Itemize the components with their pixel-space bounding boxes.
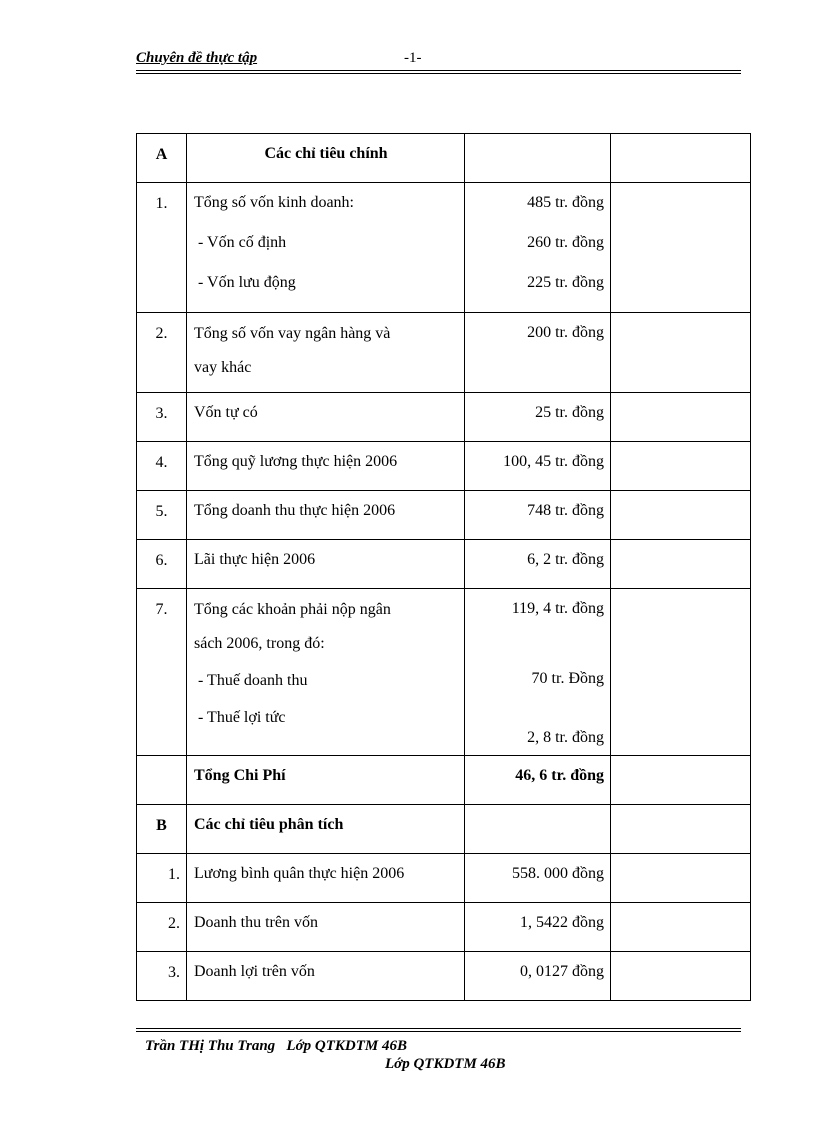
footer-rule-thick xyxy=(136,1031,741,1032)
empty-cell xyxy=(611,854,751,903)
empty-cell xyxy=(611,805,751,854)
empty-cell xyxy=(611,952,751,1001)
row-label: Tổng quỹ lương thực hiện 2006 xyxy=(187,442,465,491)
table-row xyxy=(137,854,751,903)
row-value: 6, 2 tr. đồng xyxy=(465,540,611,589)
header-title: Chuyên đề thực tập xyxy=(136,50,258,66)
row-index: 3. xyxy=(137,393,187,442)
value-line: 2, 8 tr. đồng xyxy=(527,729,604,746)
row-index: 5. xyxy=(137,491,187,540)
row-value: 200 tr. đồng xyxy=(465,313,611,393)
footer-author: Trần THị Thu Trang Lớp QTKDTM 46B xyxy=(145,1038,407,1054)
label-line: Tổng các khoản phải nộp ngân xyxy=(194,601,391,618)
table-row xyxy=(137,183,751,313)
table-row xyxy=(137,313,751,393)
total-label: Tổng Chi Phí xyxy=(187,756,465,805)
label-line: - Thuế doanh thu xyxy=(194,672,308,689)
row-value: 25 tr. đồng xyxy=(465,393,611,442)
section-title: Các chỉ tiêu phân tích xyxy=(187,805,465,854)
empty-cell xyxy=(611,589,751,756)
label-line: sách 2006, trong đó: xyxy=(194,635,325,652)
row-index: 4. xyxy=(137,442,187,491)
row-label: Lãi thực hiện 2006 xyxy=(187,540,465,589)
row-label: Tổng doanh thu thực hiện 2006 xyxy=(187,491,465,540)
value-line: 119, 4 tr. đồng xyxy=(511,600,604,617)
row-label: Doanh lợi trên vốn xyxy=(187,952,465,1001)
empty-cell xyxy=(611,313,751,393)
label-line: - Thuế lợi tức xyxy=(194,709,286,726)
row-value: 1, 5422 đồng xyxy=(465,903,611,952)
row-value: 0, 0127 đồng xyxy=(465,952,611,1001)
header-rule-thin xyxy=(136,73,741,74)
empty-cell xyxy=(611,491,751,540)
row-index: 1. xyxy=(137,183,187,313)
value-line: 225 tr. đồng xyxy=(527,274,604,291)
table-row xyxy=(137,491,751,540)
empty-cell xyxy=(137,756,187,805)
footer-rule-thin xyxy=(136,1028,741,1029)
empty-cell xyxy=(611,134,751,183)
row-label: Lương bình quân thực hiện 2006 xyxy=(187,854,465,903)
section-a-row xyxy=(137,134,751,183)
label-line: - Vốn lưu động xyxy=(194,274,296,291)
section-code: A xyxy=(137,134,187,183)
row-label xyxy=(187,183,465,313)
row-index: 3. xyxy=(137,952,187,1001)
page-footer xyxy=(145,1037,506,1073)
table-row xyxy=(137,589,751,756)
row-label xyxy=(187,589,465,756)
empty-cell xyxy=(611,442,751,491)
row-value: 100, 45 tr. đồng xyxy=(465,442,611,491)
row-value xyxy=(465,589,611,756)
row-index: 1. xyxy=(137,854,187,903)
empty-cell xyxy=(611,756,751,805)
empty-cell xyxy=(611,393,751,442)
label-line: vay khác xyxy=(194,359,252,376)
label-line: Tổng số vốn kinh doanh: xyxy=(194,194,354,211)
table-row xyxy=(137,442,751,491)
header-rule-thick xyxy=(136,70,741,71)
page-header xyxy=(136,50,740,70)
label-line: Tổng số vốn vay ngân hàng và xyxy=(194,325,391,342)
empty-cell xyxy=(611,183,751,313)
table-row xyxy=(137,393,751,442)
empty-cell xyxy=(611,540,751,589)
section-title: Các chỉ tiêu chính xyxy=(187,134,465,183)
section-b-row xyxy=(137,805,751,854)
section-code: B xyxy=(137,805,187,854)
label-line: - Vốn cố định xyxy=(194,234,287,251)
empty-cell xyxy=(465,134,611,183)
page-number: -1- xyxy=(404,50,422,66)
table-row xyxy=(137,903,751,952)
table-row xyxy=(137,540,751,589)
total-row xyxy=(137,756,751,805)
row-index: 6. xyxy=(137,540,187,589)
row-index: 7. xyxy=(137,589,187,756)
empty-cell xyxy=(611,903,751,952)
row-index: 2. xyxy=(137,313,187,393)
row-value: 558. 000 đồng xyxy=(465,854,611,903)
empty-cell xyxy=(465,805,611,854)
row-index: 2. xyxy=(137,903,187,952)
row-label: Doanh thu trên vốn xyxy=(187,903,465,952)
value-line: 70 tr. Đồng xyxy=(531,670,604,687)
total-value: 46, 6 tr. đồng xyxy=(465,756,611,805)
row-value: 748 tr. đồng xyxy=(465,491,611,540)
indicators-table xyxy=(136,133,751,1001)
value-line: 260 tr. đồng xyxy=(527,234,604,251)
row-label xyxy=(187,313,465,393)
table-row xyxy=(137,952,751,1001)
row-value xyxy=(465,183,611,313)
row-label: Vốn tự có xyxy=(187,393,465,442)
footer-class: Lớp QTKDTM 46B xyxy=(385,1056,506,1072)
value-line: 485 tr. đồng xyxy=(527,194,604,211)
